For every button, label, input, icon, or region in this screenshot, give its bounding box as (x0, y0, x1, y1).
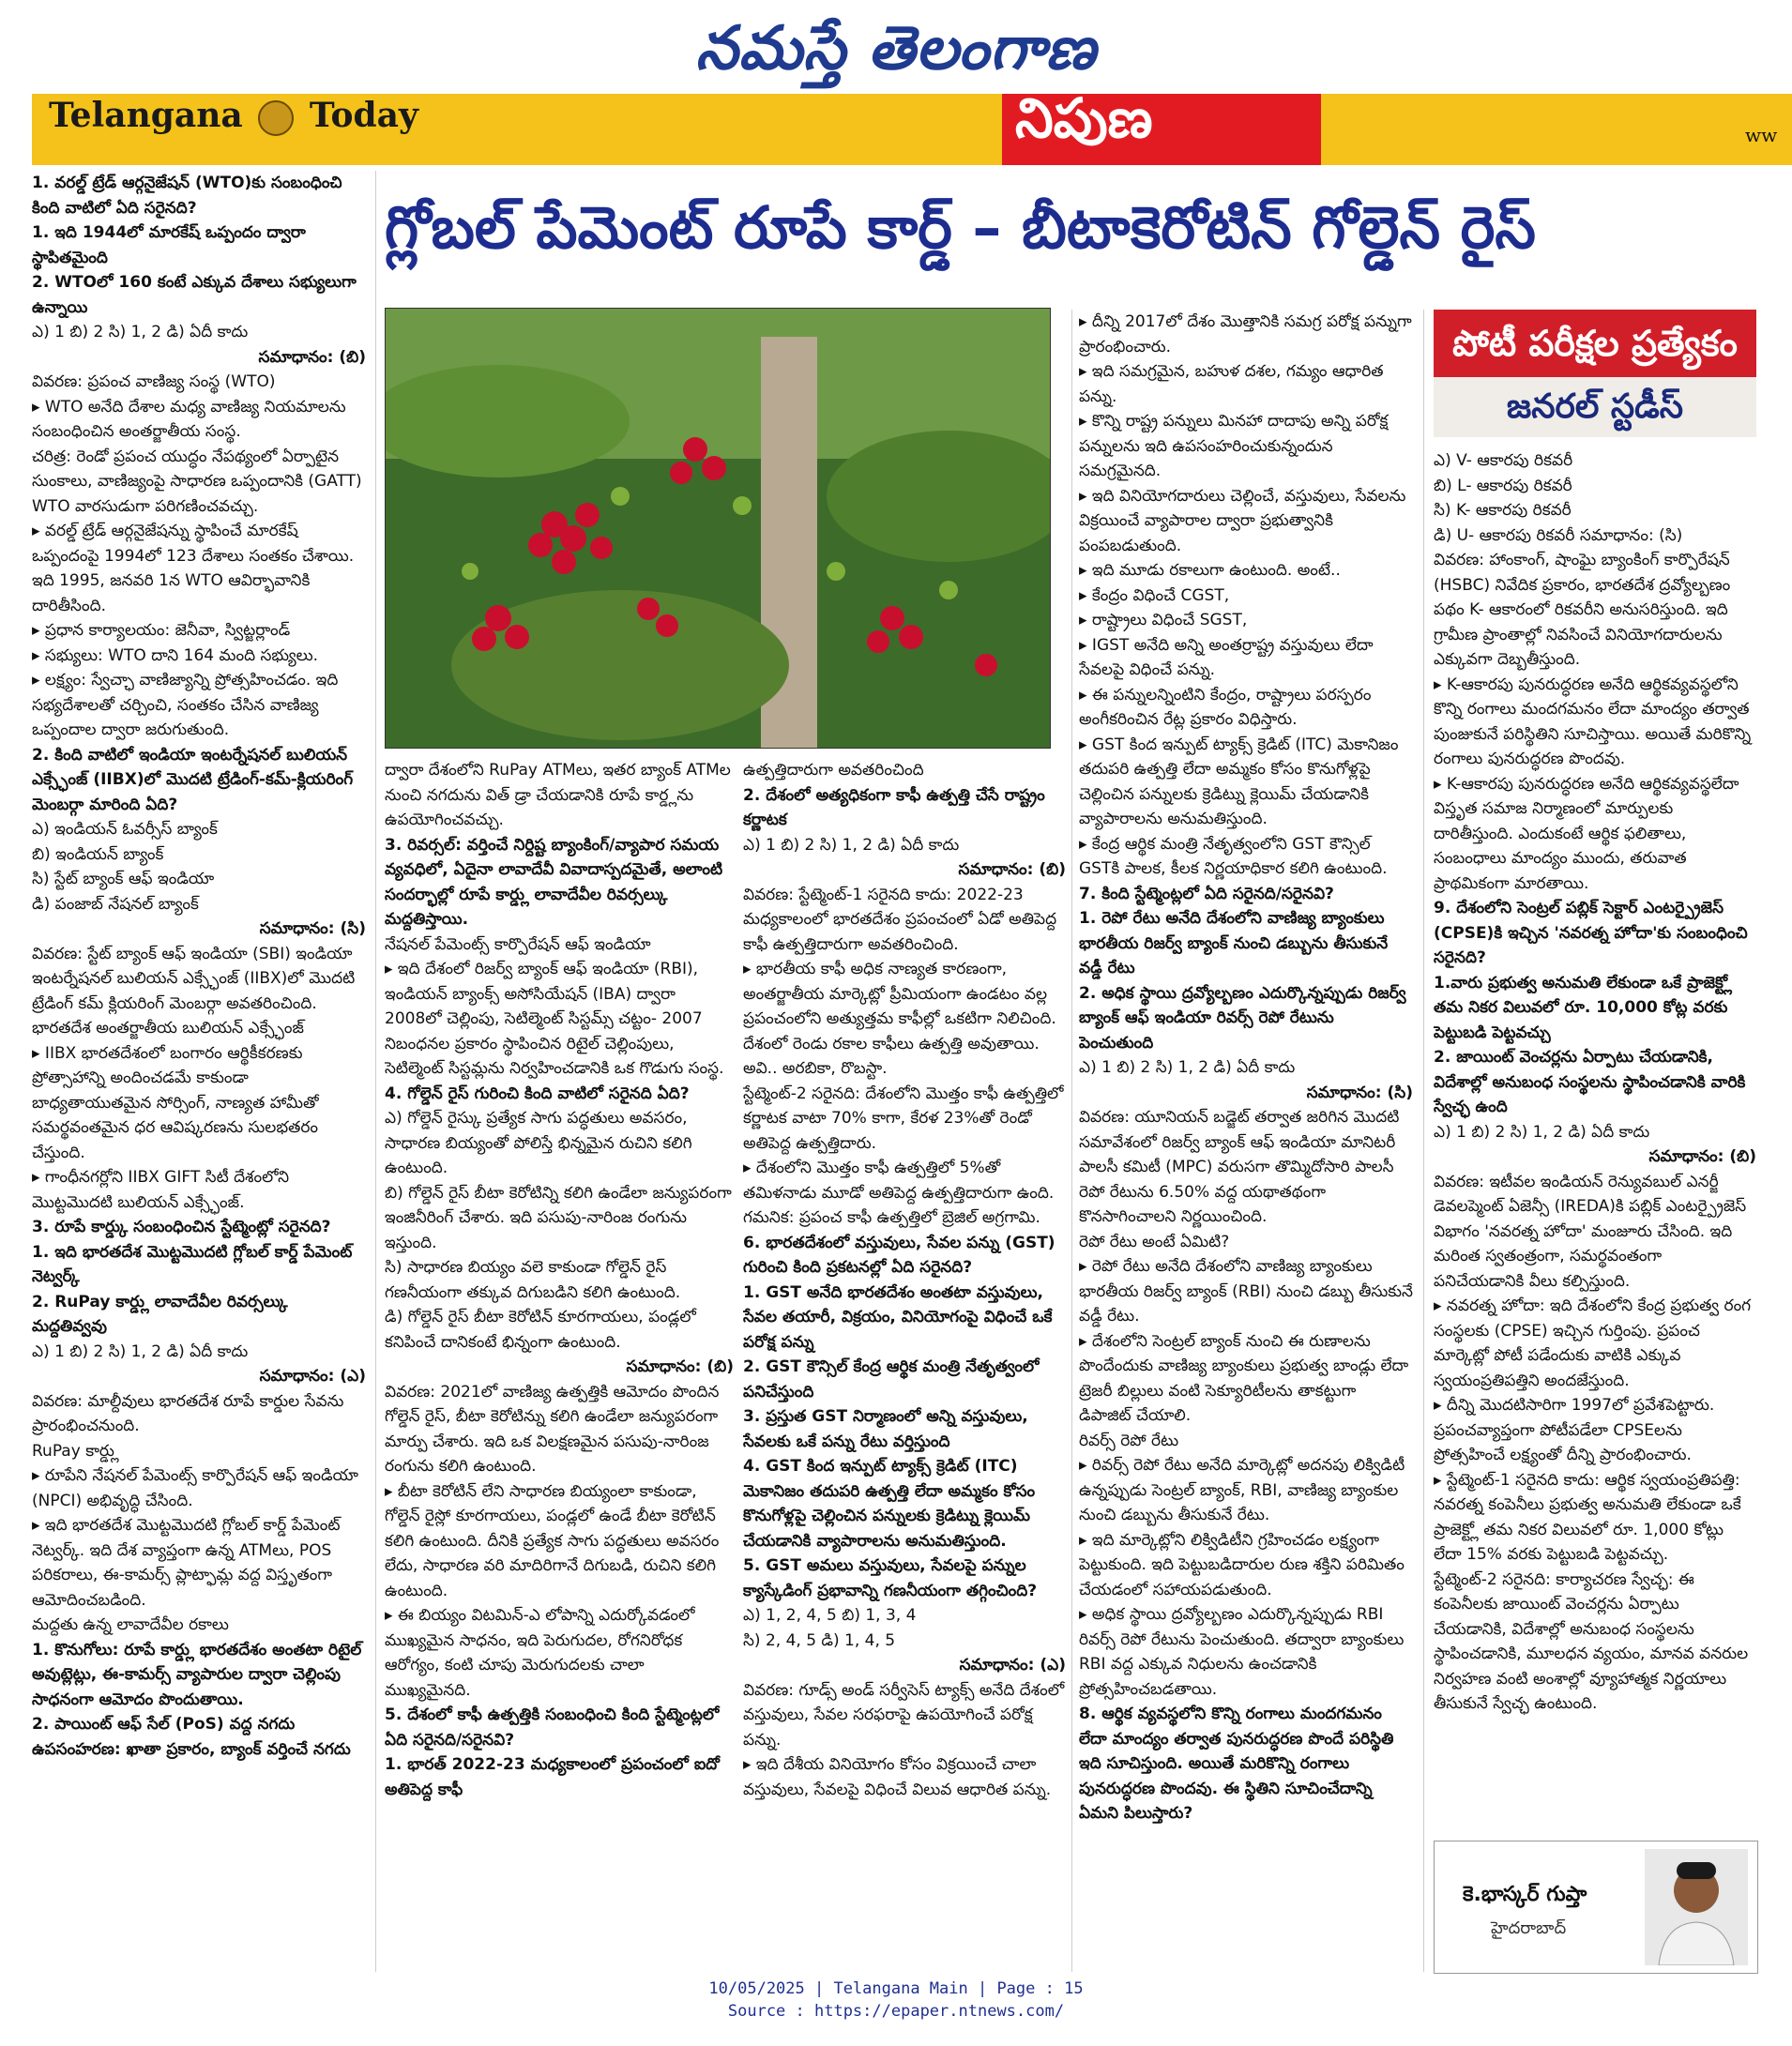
paragraph: రెపో రేటు అంటే ఏమిటి? (1079, 1232, 1230, 1251)
section-nipuna-box (1002, 94, 1321, 165)
paragraph: వివరణ: హాంకాంగ్, షాంఘై బ్యాంకింగ్ కార్పొరేషన్ (HSBC) నివేదిక ప్రకారం, భారతదేశ ద్రవ్యోల్బణం పథం K- ఆకారంలో రికవరీని అనుసరిస్తుంది. ఇది గ్రామీణ ప్రాంతాల్లో నివసించే వినియోగదారులను ఎక్కువగా దెబ్బతీస్తుంది. (1434, 551, 1731, 669)
paragraph: ఎ) 1 బి) 2 సి) 1, 2 డి) ఏదీ కాదు (1079, 1058, 1296, 1077)
paragraph: 1.వారు ప్రభుత్వ అనుమతి లేకుండా ఒకే ప్రాజెక్ట్లో తమ నికర విలువలో రూ. 10,000 కోట్ల వరకు పెట్టుబడి పెట్టవచ్చు (1434, 973, 1732, 1042)
paragraph: సమాధానం: (ఎ) (259, 1367, 366, 1386)
paragraph: ▸ ప్రధాన కార్యాలయం: జెనీవా, స్విట్జర్లాండ్ (32, 621, 291, 640)
paragraph: బి) గోల్డెన్ రైస్ బీటా కెరోటిన్ని కలిగి ఉండేలా జన్యుపరంగా ఇంజినీరింగ్ చేశారు. ఇది పసుపు-నారింజ రంగును ఇస్తుంది. (385, 1183, 732, 1252)
paragraph: ఎ) 1 బి) 2 సి) 1, 2 డి) ఏదీ కాదు (1434, 1122, 1650, 1142)
paragraph: ▸ దీన్ని 2017లో దేశం మొత్తానికి సమగ్ర పరోక్ష పన్నుగా ప్రారంభించారు. (1079, 312, 1412, 356)
paragraph: డి) U- ఆకారపు రికవరీ సమాధానం: (సి) (1434, 525, 1683, 545)
paragraph: స్టేట్మెంట్-2 సరైనది: కార్యాచరణ స్వేచ్ఛ: ఈ కంపెనీలకు జాయింట్ వెంచర్లను ఏర్పాటు చేయడానికి, విదేశాల్లో అనుబంధ సంస్థలను స్థాపించడానికి, మూలధన వ్యయం, మానవ వనరుల నిర్వహణ వంటి అంశాల్లో వ్యూహాత్మక నిర్ణయాలు తీసుకునే స్వేచ్ఛ ఉంటుంది. (1434, 1569, 1749, 1713)
paragraph: ▸ GST కింద ఇన్పుట్ ట్యాక్స్ క్రెడిట్ (ITC) మెకానిజం తదుపరి ఉత్పత్తి లేదా అమ్మకం కోసం కొనుగోళ్లపై చెల్లించిన పన్నులకు క్రెడిట్ను క్లెయిమ్ చేయడానికి వ్యాపారాలను అనుమతిస్తుంది. (1079, 735, 1399, 828)
paragraph: ▸ నవరత్న హోదా: ఇది దేశంలోని కేంద్ర ప్రభుత్వ రంగ సంస్థలకు (CPSE) ఇచ్చిన గుర్తింపు. ప్రపంచ మార్కెట్లో పోటీ పడేందుకు వాటికి ఎక్కువ స్వయంప్రతిపత్తిని అందజేస్తుంది. (1434, 1296, 1752, 1390)
paragraph: ఉత్పత్తిదారుగా అవతరించింది (743, 761, 924, 780)
paragraph: డి) పంజాబ్ నేషనల్ బ్యాంక్ (32, 894, 199, 914)
paragraph: 2. కింది వాటిలో ఇండియా ఇంటర్నేషనల్ బులియన్ ఎక్స్ఛేంజ్ (IIBX)లో మొదటి ట్రేడింగ్-కమ్-క్లియరింగ్ మెంబర్గా మారింది ఏది? (32, 745, 354, 814)
paragraph: సి) స్టేట్ బ్యాంక్ ఆఫ్ ఇండియా (32, 870, 215, 888)
paragraph: ▸ కేంద్ర ఆర్థిక మంత్రి నేతృత్వంలోని GST కౌన్సిల్ GSTకి పాలక, కీలక నిర్ణయాధికార కలిగి ఉంటుంది. (1079, 834, 1388, 878)
special-subtitle: జనరల్ స్టడీస్ (1434, 377, 1756, 437)
paragraph: వివరణ: యూనియన్ బడ్జెట్ తర్వాత జరిగిన మొదటి సమావేశంలో రిజర్వ్ బ్యాంక్ ఆఫ్ ఇండియా మానిటరీ పాలసీ కమిటీ (MPC) వరుసగా తొమ్మిదోసారి పాలసీ రెపో రేటును 6.50% వద్ద యథాతథంగా కొనసాగించాలని నిర్ణయించింది. (1079, 1108, 1400, 1226)
paragraph: 2. పాయింట్ ఆఫ్ సేల్ (PoS) వద్ద నగదు ఉపసంహరణ: ఖాతా ప్రకారం, బ్యాంక్ వర్తించే నగదు (32, 1715, 351, 1759)
paragraph: ▸ ఇది దేశంలో రిజర్వ్ బ్యాంక్ ఆఫ్ ఇండియా (RBI), ఇండియన్ బ్యాంక్స్ అసోసియేషన్ (IBA) ద్వారా 2008లో చెల్లింపు, సెటిల్మెంట్ సిస్టమ్స్ చట్టం- 2007 నిబంధనల ప్రకారం స్థాపించిన రిటైల్ చెల్లింపులు, సెటిల్మెంట్ సిస్టమ్లను నిర్వహించడానికి ఒక గొడుగు సంస్థ. (385, 960, 724, 1078)
paragraph: 1. ఇది భారతదేశ మొట్టమొదటి గ్లోబల్ కార్డ్ పేమెంట్ నెట్వర్క్ (32, 1242, 353, 1286)
paragraph: 3. ప్రస్తుత GST నిర్మాణంలో అన్ని వస్తువులు, సేవలకు ఒకే పన్ను రేటు వర్తిస్తుంది (743, 1407, 1028, 1451)
paragraph: గమనిక: ప్రపంచ కాఫీ ఉత్పత్తిలో బ్రెజిల్ అగ్రగామి. (743, 1208, 1040, 1227)
paragraph: ఎ) 1 బి) 2 సి) 1, 2 డి) ఏదీ కాదు (32, 1341, 249, 1361)
section-title: నిపుణ (1015, 94, 1153, 150)
telangana-today-logo (49, 96, 418, 137)
paragraph: ▸ WTO అనేది దేశాల మధ్య వాణిజ్య నియమాలను సంబంధించిన అంతర్జాతీయ సంస్థ. (32, 397, 346, 441)
paragraph: 8. ఆర్థిక వ్యవస్థలోని కొన్ని రంగాలు మందగమనం లేదా మాంద్యం తర్వాత పునరుద్ధరణ పొందే పరిస్థితి ఇది సూచిస్తుంది. అయితే మరికొన్ని రంగాలు పునరుద్ధరణ పొందవు. ఈ స్థితిని సూచించేదాన్ని ఏమని పిలుస్తారు? (1079, 1705, 1394, 1823)
paragraph: ఎ) 1 బి) 2 సి) 1, 2 డి) ఏదీ కాదు (32, 323, 249, 341)
paragraph: ▸ గాంధీనగర్లోని IIBX GIFT సిటీ దేశంలోని మొట్టమొదటి బులియన్ ఎక్స్ఛేంజ్. (32, 1168, 290, 1212)
paragraph: ▸ IGST అనేది అన్ని అంతర్రాష్ట్ర వస్తువులు లేదా సేవలపై విధించే పన్ను. (1079, 635, 1374, 679)
paragraph: ఎ) 1 బి) 2 సి) 1, 2 డి) ఏదీ కాదు (743, 835, 960, 855)
special-section-box (1434, 310, 1756, 437)
paragraph: స్టేట్మెంట్-2 సరైనది: దేశంలోని మొత్తం కాఫీ ఉత్పత్తిలో కర్ణాటక వాటా 70% కాగా, కేరళ 23%తో రెండో అతిపెద్ద ఉత్పత్తిదారు. (743, 1084, 1064, 1153)
paragraph: ▸ ఈ పన్నులన్నింటిని కేంద్రం, రాష్ట్రాలు పరస్పరం అంగీకరించిన రేట్ల ప్రకారం విధిస్తారు. (1079, 685, 1372, 729)
paragraph: భారతదేశ అంతర్జాతీయ బులియన్ ఎక్స్ఛేంజ్ (32, 1019, 304, 1038)
paragraph: ▸ రెపో రేటు అనేది దేశంలోని వాణిజ్య బ్యాంకులు భారతీయ రిజర్వ్ బ్యాంక్ (RBI) నుంచి డబ్బు తీసుకునే వడ్డీ రేటు. (1079, 1257, 1413, 1326)
paragraph: ▸ రాష్ట్రాలు విధించే SGST, (1079, 611, 1248, 629)
paragraph: ▸ ఇది భారతదేశ మొట్టమొదటి గ్లోబల్ కార్డ్ పేమెంట్ నెట్వర్క్. ఇది దేశ వ్యాప్తంగా ఉన్న ATMలు, POS పరికరాలు, ఈ-కామర్స్ ప్లాట్ఫామ్ల వద్ద విస్తృతంగా ఆమోదించబడింది. (32, 1516, 341, 1610)
paragraph: సమాధానం: (బి) (258, 347, 366, 367)
paragraph: 4. గోల్డెన్ రైస్ గురించి కింది వాటిలో సరైనది ఏది? (385, 1084, 690, 1103)
site-url-fragment: ww (1745, 124, 1778, 146)
special-title: పోటీ పరీక్షల ప్రత్యేకం (1434, 310, 1756, 377)
column-divider (375, 171, 376, 1972)
paragraph: 5. దేశంలో కాఫీ ఉత్పత్తికి సంబంధించి కింది స్టేట్మెంట్లలో ఏది సరైనది/సరైనవి? (385, 1705, 720, 1750)
paragraph: ▸ అధిక స్థాయి ద్రవ్యోల్బణం ఎదుర్కొన్నప్పుడు RBI రివర్స్ రెపో రేటును పెంచుతుంది. తద్వారా బ్యాంకులు RBI వద్ద ఎక్కువ నిధులను ఉంచడానికి ప్రోత్సహించబడతాయి. (1079, 1605, 1405, 1699)
paragraph: ▸ కేంద్రం విధించే CGST, (1079, 585, 1230, 605)
coffee-berries-image (386, 309, 1050, 748)
paragraph: ▸ ఇది సమగ్రమైన, బహుళ దశల, గమ్యం ఆధారిత పన్ను. (1079, 362, 1384, 406)
paragraph: 2. RuPay కార్డ్లు లావాదేవీల రివర్సల్కు మద్దతివ్వవు (32, 1292, 288, 1336)
paragraph: RuPay కార్డ్లు (32, 1441, 119, 1461)
paragraph: 1. రెపో రేటు అనేది దేశంలోని వాణిజ్య బ్యాంకులు భారతీయ రిజర్వ్ బ్యాంక్ నుంచి డబ్బును తీసుకునే వడ్డీ రేటు (1079, 909, 1389, 978)
paragraph: బి) ఇండియన్ బ్యాంక్ (32, 844, 164, 864)
paragraph: ▸ రివర్స్ రెపో రేటు అనేది మార్కెట్లో అదనపు లిక్విడిటీ ఉన్నప్పుడు సెంట్రల్ బ్యాంక్, RBI, వాణిజ్య బ్యాంకుల నుంచి డబ్బును తీసుకునే రేటు. (1079, 1456, 1405, 1524)
paragraph: బి) L- ఆకారపు రికవరీ (1434, 476, 1572, 495)
paragraph: వివరణ: స్టేట్మెంట్-1 సరైనది కాదు: 2022-23 మధ్యకాలంలో భారతదేశం ప్రపంచంలో ఏడో అతిపెద్ద కాఫీ ఉత్పత్తిదారుగా అవతరించింది. (743, 885, 1057, 954)
paragraph: 1. వరల్డ్ ట్రేడ్ ఆర్గనైజేషన్ (WTO)కు సంబంధించి కింది వాటిలో ఏది సరైనది? (32, 174, 342, 218)
paragraph: వివరణ: స్టేట్ బ్యాంక్ ఆఫ్ ఇండియా (SBI) ఇండియా ఇంటర్నేషనల్ బులియన్ ఎక్స్ఛేంజ్ (IIBX)లో మొదటి ట్రేడింగ్ కమ్ క్లియరింగ్ మెంబర్గా అవతరించింది. (32, 944, 356, 1013)
paragraph: సి) సాధారణ బియ్యం వలె కాకుండా గోల్డెన్ రైస్ గణనీయంగా తక్కువ దిగుబడిని కలిగి ఉంటుంది. (385, 1258, 681, 1302)
paragraph: 4. GST కింద ఇన్పుట్ ట్యాక్స్ క్రెడిట్ (ITC) మెకానిజం తదుపరి ఉత్పత్తి లేదా అమ్మకం కోసం కొనుగోళ్లపై చెల్లించిన పన్నులకు క్రెడిట్ను క్లెయిమ్ చేయడానికి వ్యాపారాలను అనుమతిస్తుంది. (743, 1457, 1036, 1551)
paragraph: 2. జాయింట్ వెంచర్లను ఏర్పాటు చేయడానికి, విదేశాల్లో అనుబంధ సంస్థలను స్థాపించడానికి వారికి స్వేచ్ఛ ఉంది (1434, 1048, 1746, 1116)
logo-left-text: Telangana (49, 96, 243, 135)
paragraph: 3. రివర్సల్: వర్తించే నిర్దిష్ట బ్యాంకింగ్/వ్యాపార సమయ వ్యవధిలో, ఏదైనా లావాదేవీ వివాదాస్పదమైతే, అలాంటి సందర్భాల్లో రూపే కార్డ్లు లావాదేవీల రివర్సల్కు మద్దతిస్తాయి. (385, 835, 723, 929)
page-headline: గ్లోబల్ పేమెంట్ రూపే కార్డ్ – బీటాకెరోటిన్ గోల్డెన్ రైస్ (385, 193, 1536, 262)
paragraph: 2. అధిక స్థాయి ద్రవ్యోల్బణం ఎదుర్కొన్నప్పుడు రిజర్వ్ బ్యాంక్ ఆఫ్ ఇండియా రివర్స్ రెపో రేటును పెంచుతుంది (1079, 983, 1406, 1053)
author-place: హైదరాబాద్ (1491, 1918, 1567, 1938)
paragraph: నేషనల్ పేమెంట్స్ కార్పొరేషన్ ఆఫ్ ఇండియా (385, 934, 651, 954)
paragraph: 9. దేశంలోని సెంట్రల్ పబ్లిక్ సెక్టార్ ఎంటర్ప్రైజెస్ (CPSE)కి ఇచ్చిన 'నవరత్న హోదా'కు సంబంధించి సరైనది? (1434, 899, 1748, 967)
paragraph: ద్వారా దేశంలోని RuPay ATMలు, ఇతర బ్యాంక్ ATMల నుంచి నగదును విత్ డ్రా చేయడానికి రూపే కార్డ్లను ఉపయోగించవచ్చు. (385, 761, 731, 829)
page-footer (0, 1978, 1792, 2023)
paragraph: రివర్స్ రెపో రేటు (1079, 1431, 1179, 1450)
article-column-1 (32, 171, 366, 1972)
article-column-3 (743, 758, 1066, 1972)
paragraph: సి) K- ఆకారపు రికవరీ (1434, 501, 1572, 520)
paragraph: వివరణ: ఇటీవల ఇండియన్ రెన్యువబుల్ ఎనర్జీ డెవలప్మెంట్ ఏజెన్సీ (IREDA)కి పబ్లిక్ ఎంటర్ప్రైజెస్ విభాగం 'నవరత్న హోదా' మంజూరు చేసింది. ఇది మరింత స్వతంత్రంగా, సమర్థవంతంగా పనిచేయడానికి వీలు కల్పిస్తుంది. (1434, 1172, 1747, 1291)
paragraph: 2. GST కౌన్సిల్ కేంద్ర ఆర్థిక మంత్రి నేతృత్వంలో పనిచేస్తుంది (743, 1357, 1040, 1402)
paragraph: వివరణ: ప్రపంచ వాణిజ్య సంస్థ (WTO) (32, 372, 276, 391)
paragraph: ▸ K-ఆకారపు పునరుద్ధరణ అనేది ఆర్థికవ్యవస్థలోని కొన్ని రంగాలు మందగమనం లేదా మాంద్యం తర్వాత పుంజుకునే పరిస్థితిని సూచిస్తాయి. అయితే మరికొన్ని రంగాలు పునరుద్ధరణ పొందవు. (1434, 674, 1752, 768)
paragraph: సమాధానం: (బి) (1648, 1147, 1756, 1166)
paragraph: ▸ ఇది దేశీయ వినియోగం కోసం విక్రయించే చాలా వస్తువులు, సేవలపై విధించే విలువ ఆధారిత పన్ను. (743, 1755, 1052, 1799)
article-column-5 (1434, 448, 1756, 1820)
paragraph: 1. భారత్ 2022-23 మధ్యకాలంలో ప్రపంచంలో ఐదో అతిపెద్ద కాఫీ (385, 1755, 720, 1799)
paragraph: సమాధానం: (సి) (1306, 1083, 1413, 1102)
paragraph: ▸ కొన్ని రాష్ట్ర పన్నులు మినహా దాదాపు అన్ని పరోక్ష పన్నులను ఇది ఉపసంహరించుకున్నందున సమగ్రమైనది. (1079, 412, 1389, 480)
paragraph: ▸ ఈ బియ్యం విటమిన్-ఎ లోపాన్ని ఎదుర్కోవడంలో ముఖ్యమైన సాధనం, ఇది పెరుగుదల, రోగనిరోధక ఆరోగ్యం, కంటి చూపు మెరుగుదలకు చాలా ముఖ్యమైనది. (385, 1606, 695, 1700)
paragraph: ▸ రూపేని నేషనల్ పేమెంట్స్ కార్పొరేషన్ ఆఫ్ ఇండియా (NPCI) అభివృద్ధి చేసింది. (32, 1466, 358, 1510)
paragraph: ▸ వరల్డ్ ట్రేడ్ ఆర్గనైజేషన్ను స్థాపించే మారకేష్ ఒప్పందంపై 1994లో 123 దేశాలు సంతకం చేశాయి. ఇది 1995, జనవరి 1న WTO ఆవిర్భావానికి దారితీసింది. (32, 522, 355, 615)
paragraph: వివరణ: మాల్దీవులు భారతదేశ రూపే కార్డుల సేవను ప్రారంభించనుంది. (32, 1391, 344, 1435)
paragraph: సమాధానం: (ఎ) (959, 1656, 1066, 1675)
paragraph: ▸ దేశంలోని సెంట్రల్ బ్యాంక్ నుంచి ఈ రుణాలను పొందేందుకు వాణిజ్య బ్యాంకులు ప్రభుత్వ బాండ్లు లేదా ట్రెజరీ బిల్లులు వంటి సెక్యూరిటీలను తాకట్టుగా డిపాజిట్ చేయాలి. (1079, 1331, 1409, 1425)
paragraph: ▸ IIBX భారతదేశంలో బంగారం ఆర్థికీకరణకు ప్రోత్సాహాన్ని అందించడమే కాకుండా బాధ్యతాయుతమైన సోర్సింగ్, నాణ్యత హామీతో సమర్థవంతమైన ధర ఆవిష్కరణను సులభతరం చేస్తుంది. (32, 1043, 319, 1162)
paragraph: ▸ భారతీయ కాఫీ అధిక నాణ్యత కారణంగా, అంతర్జాతీయ మార్కెట్లో ప్రీమియంగా ఉండటం వల్ల ప్రపంచంలోని అత్యుత్తమ కాఫీల్లో ఒకటిగా నిలిచింది. దేశంలో రెండు రకాల కాఫీలు ఉత్పత్తి అవుతాయి. అవి.. అరబికా, రొబస్టా. (743, 960, 1056, 1078)
paragraph: వివరణ: గూడ్స్ అండ్ సర్వీసెస్ ట్యాక్స్ అనేది దేశంలో వస్తువులు, సేవల సరఫరాపై ఉపయోగించే పరోక్ష పన్ను. (743, 1680, 1065, 1750)
footer-source-line: Source : https://epaper.ntnews.com/ (727, 2002, 1065, 2021)
paragraph: సమాధానం: (సి) (259, 919, 366, 938)
paragraph: మద్దతు ఉన్న లావాదేవీల రకాలు (32, 1615, 229, 1634)
paragraph: సి) 2, 4, 5 డి) 1, 4, 5 (743, 1630, 896, 1650)
paragraph: 7. కింది స్టేట్మెంట్లలో ఏది సరైనది/సరైనవి? (1079, 884, 1334, 903)
paragraph: ▸ లక్ష్యం: స్వేచ్ఛా వాణిజ్యాన్ని ప్రోత్సహించడం. ఇది సభ్యదేశాలతో చర్చించి, సంతకం చేసిన వాణిజ్య ఒప్పందాల ద్వారా జరుగుతుంది. (32, 671, 339, 739)
paragraph: 1. GST అనేది భారతదేశం అంతటా వస్తువులు, సేవల తయారీ, విక్రయం, వినియోగంపై విధించే ఒకే పరోక్ష పన్ను (743, 1282, 1053, 1352)
paragraph: 1. కొనుగోలు: రూపే కార్డ్లు భారతదేశం అంతటా రిటైల్ అవుట్లెట్లు, ఈ-కామర్స్ వ్యాపారుల ద్వారా చెల్లింపు సాధనంగా ఆమోదం పొందుతాయి. (32, 1640, 362, 1709)
coffee-berries-photo (385, 308, 1051, 749)
paragraph: ఎ) V- ఆకారపు రికవరీ (1434, 451, 1573, 470)
paragraph: 2. దేశంలో అత్యధికంగా కాఫీ ఉత్పత్తి చేసే రాష్ట్రం కర్ణాటక (743, 785, 1045, 829)
author-box (1434, 1841, 1758, 1974)
paragraph: ▸ దేశంలోని మొత్తం కాఫీ ఉత్పత్తిలో 5%తో తమిళనాడు మూడో అతిపెద్ద ఉత్పత్తిదారుగా ఉంది. (743, 1159, 1055, 1203)
paragraph: ▸ ఇది మార్కెట్లోని లిక్విడిటీని గ్రహించడం లక్ష్యంగా పెట్టుకుంది. ఇది పెట్టుబడిదారుల రుణ శక్తిని పరిమితం చేయడంలో సహాయపడుతుంది. (1079, 1530, 1405, 1599)
paragraph: ▸ సభ్యులు: WTO దాని 164 మంది సభ్యులు. (32, 645, 319, 665)
author-photo (1645, 1849, 1748, 1965)
paragraph: ▸ ఇది మూడు రకాలుగా ఉంటుంది. అంటే.. (1079, 561, 1341, 580)
column-divider (1071, 310, 1072, 1972)
paragraph: వివరణ: 2021లో వాణిజ్య ఉత్పత్తికి ఆమోదం పొందిన గోల్డెన్ రైస్, బీటా కెరోటిన్ను కలిగి ఉండేలా జన్యుపరంగా మార్పు చేశారు. ఇది ఒక విలక్షణమైన పసుపు-నారింజ రంగును కలిగి ఉంటుంది. (385, 1382, 720, 1476)
logo-right-text: Today (309, 96, 418, 135)
paragraph: సమాధానం: (బి) (958, 860, 1066, 879)
article-column-2 (385, 758, 734, 1972)
paragraph: ▸ K-ఆకారపు పునరుద్ధరణ అనేది ఆర్థికవ్యవస్థలేదా విస్తృత సమాజ నిర్మాణంలో మార్పులకు దారితీస్తుంది. ఎందుకంటే ఆర్థిక ఫలితాలు, సంబంధాలు మాంద్యం ముందు, తరువాత ప్రాథమికంగా మారతాయి. (1434, 774, 1739, 893)
paragraph: ▸ దీన్ని మొదటిసారిగా 1997లో ప్రవేశపెట్టారు. ప్రపంచవ్యాప్తంగా పోటీపడేలా CPSEలను ప్రోత్సహించే లక్ష్యంతో దీన్ని ప్రారంభించారు. (1434, 1396, 1715, 1464)
paragraph: 2. WTOలో 160 కంటే ఎక్కువ దేశాలు సభ్యులుగా ఉన్నాయి (32, 273, 357, 317)
paragraph: ▸ ఇది వినియోగదారులు చెల్లించే, వస్తువులు, సేవలను విక్రయించే వ్యాపారాల ద్వారా ప్రభుత్వానికి పంపబడుతుంది. (1079, 486, 1406, 555)
author-name: కె.భాస్కర్ గుప్తా (1463, 1883, 1587, 1906)
paragraph: డి) గోల్డెన్ రైస్ బీటా కెరోటిన్ కూరగాయలు, పండ్లలో కనిపించే దానికంటే భిన్నంగా ఉంటుంది. (385, 1308, 696, 1352)
paragraph: ఎ) 1, 2, 4, 5 బి) 1, 3, 4 (743, 1606, 917, 1625)
paragraph: 3. రూపే కార్డ్కు సంబంధించిన స్టేట్మెంట్లో సరైనది? (32, 1218, 331, 1236)
paragraph: ▸ స్టేట్మెంట్-1 సరైనది కాదు: ఆర్థిక స్వయంప్రతిపత్తి: నవరత్న కంపెనీలు ప్రభుత్వ అనుమతి లేకుండా ఒకే ప్రాజెక్ట్లో తమ నికర విలువలో రూ. 1,000 కోట్లు లేదా 15% వరకు పెట్టుబడి పెట్టవచ్చు. (1434, 1470, 1741, 1564)
column-divider (1423, 310, 1424, 1972)
article-column-4 (1079, 310, 1413, 1972)
emblem-icon (258, 100, 294, 136)
paragraph: ఎ) గోల్డెన్ రైస్కు ప్రత్యేక సాగు పద్ధతులు అవసరం, సాధారణ బియ్యంతో పోలిస్తే భిన్నమైన రుచిని కలిగి ఉంటుంది. (385, 1109, 692, 1177)
paragraph: ▸ బీటా కెరోటిన్ లేని సాధారణ బియ్యంలా కాకుండా, గోల్డెన్ రైస్లో కూరగాయలు, పండ్లలో ఉండే బీటా కెరోటిన్ కలిగి ఉంటుంది. దీనికి ప్రత్యేక సాగు పద్ధతులు అవసరం లేదు, సాధారణ వరి మాదిరిగానే దిగుబడి, రుచిని కలిగి ఉంటుంది. (385, 1481, 720, 1600)
paragraph: ఎ) ఇండియన్ ఓవర్సీస్ బ్యాంక్ (32, 820, 218, 839)
paragraph: 5. GST అమలు వస్తువులు, సేవలపై పన్నుల క్యాస్కేడింగ్ ప్రభావాన్ని గణనీయంగా తగ్గించింది? (743, 1556, 1038, 1600)
paragraph: సమాధానం: (బి) (626, 1357, 734, 1376)
paragraph: 6. భారతదేశంలో వస్తువులు, సేవల పన్ను (GST) గురించి కింది ప్రకటనల్లో ఏది సరైనది? (743, 1233, 1055, 1277)
masthead-title: నమస్తే తెలంగాణ (695, 13, 1097, 83)
paragraph: చరిత్ర: రెండో ప్రపంచ యుద్ధం నేపథ్యంలో ఏర్పాటైన సుంకాలు, వాణిజ్యంపై సాధారణ ఒప్పందానికి (GATT) WTO వారసుడుగా పరిగణించవచ్చు. (32, 447, 362, 516)
footer-date-line: 10/05/2025 | Telangana Main | Page : 15 (708, 1979, 1084, 1998)
paragraph: 1. ఇది 1944లో మారకేష్ ఒప్పందం ద్వారా స్థాపితమైంది (32, 223, 306, 267)
masthead (0, 0, 1792, 94)
